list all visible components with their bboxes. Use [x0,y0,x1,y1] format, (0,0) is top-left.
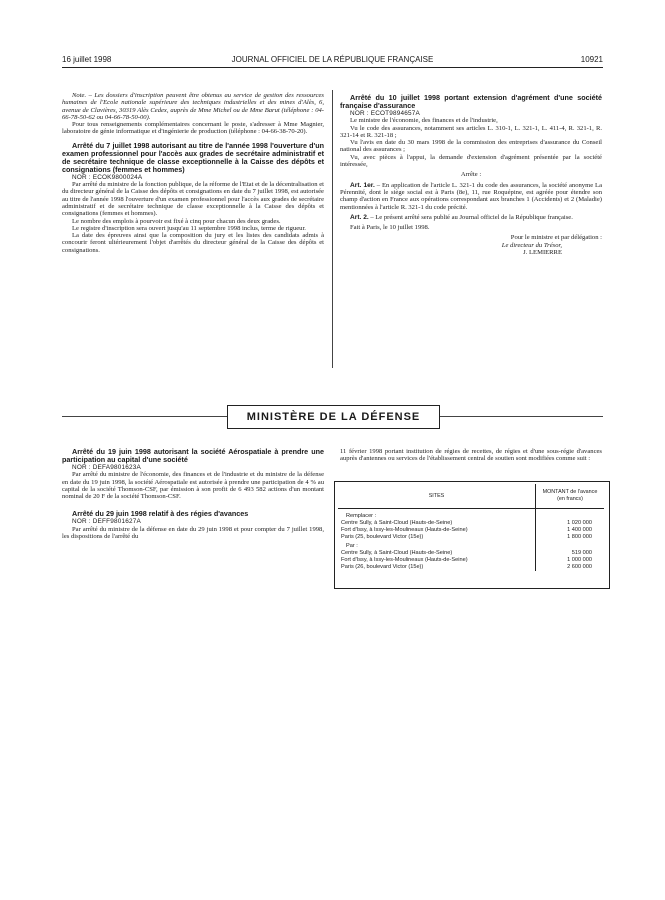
table-row: Centre Sully, à Saint-Cloud (Hauts-de-Seine) 519 000 [338,550,604,557]
table-row: Centre Sully, à Saint-Cloud (Hauts-de-Seine) 1 020 000 [338,520,604,527]
table-header-sites: SITES [338,484,536,509]
ministry-rule-left [62,416,227,417]
body-paragraph: Par arrêté du ministre de la défense en date du 29 juin 1998 et pour compter du 7 juillet 1998, les dispositions de l'arrêté du [62,525,324,541]
arrete-label: Arrête : [460,171,482,179]
article-2-label: Art. 2. [350,213,369,221]
header-rule [62,67,603,68]
header-journal: JOURNAL OFFICIEL DE LA RÉPUBLIQUE FRANÇAISE [231,55,434,64]
body-paragraph: Vu le code des assurances, notamment ses articles L. 310-1, L. 321-1, L. 411-4, R. 321-1, R. 321-14 et R. 321-18 ; [340,124,602,139]
right-bottom-column [340,448,602,463]
table-row: Fort d'Issy, à Issy-les-Moulineaux (Hauts-de-Seine) 1 000 000 [338,557,604,564]
page-header [62,55,603,67]
body-paragraph: Le registre d'inscription sera ouvert jusqu'au 11 septembre 1998 inclus, terme de rigueur. [72,224,306,232]
table-row: Fort d'Issy, à Issy-les-Moulineaux (Hauts-de-Seine) 1 400 000 [338,527,604,534]
nor-reference: NOR : DEFA9801623A [72,464,141,471]
right-top-column [340,94,602,256]
article-2-text: – Le présent arrêté sera publié au Journal officiel de la République française. [368,213,573,221]
body-paragraph: Vu l'avis en date du 30 mars 1998 de la commission des entreprises d'assurance du Conseil national des assurances ; [340,139,602,154]
nor-reference: NOR : ECOT9894657A [350,110,421,117]
table-row: Paris (25, boulevard Victor (15e)) 1 800 000 [338,534,604,541]
body-paragraph: Le ministre de l'économie, des finances et de l'industrie, [350,117,498,125]
arrete-title: Arrêté du 29 juin 1998 relatif à des régies d'avances [72,509,249,519]
ministry-rule-right [440,416,603,417]
column-divider [332,90,333,368]
note-paragraph: Note. – Les dossiers d'inscription peuvent être obtenus au service de gestion des ressources humaines de l'Ecole nationale supérieure des techniques industrielles et des mines d'Alès, 6, avenue de Clavières, 30319 Alès Cedex, auprès de Mme Michel ou de Mme Barut (téléphone : 04-66-78-50-62 ou 04-66-78-50-00). [62,92,324,121]
note-paragraph-2: Pour tous renseignements complémentaires concernant le poste, s'adresser à Mme Magnier, laboratoire de génie informatique et d'ingénierie de production (téléphone : 04-66-38-70-20). [62,121,324,136]
arrete-title: Arrêté du 19 juin 1998 autorisant la société Aérospatiale à prendre une participation au capital d'une société [62,447,324,464]
body-paragraph: 11 février 1998 portant institution de régies de recettes, de régies et d'une sous-régie d'avances auprès d'antennes ou services de l'établissement central de soutien sont modifiées comme suit : [340,448,602,463]
table-header-amount: MONTANT de l'avance (en francs) [536,484,605,509]
nor-reference: NOR : ECOK9800024A [72,173,143,181]
ministry-title: MINISTÈRE DE LA DÉFENSE [227,405,440,429]
header-page-number: 10921 [580,55,603,64]
signature-line-2: Le directeur du Trésor, [501,241,562,249]
sites-table [338,484,604,571]
arrete-title: Arrêté du 7 juillet 1998 autorisant au titre de l'année 1998 l'ouverture d'un examen professionnel pour l'accès aux grades de secrétaire administratif et de secrétaire technique de classe exceptionnelle à la Caisse des dépôts et consignations (femmes et hommes) [62,140,324,174]
table-group-label: Par : [346,543,358,549]
table-row: Paris (26, boulevard Victor (15e)) 2 600 000 [338,564,604,571]
table-group-label: Remplacer : [346,513,377,519]
arrete-title: Arrêté du 10 juillet 1998 portant extension d'agrément d'une société française d'assurance [340,93,602,110]
article-1-text: – En application de l'article L. 321-1 du code des assurances, la société anonyme La Pérennité, dont le siège social est à Paris (8e), 11, rue Roquépine, est agréée pour étendre son champ d'action en France aux opérations correspondant aux branches 1 (Accidents) et 2 (Maladie) mentionnées à l'article R. 321-1 du code précité. [340,181,603,211]
header-date: 16 juillet 1998 [62,55,112,64]
nor-reference: NOR : DEFF9801627A [72,518,141,526]
fait-a-paris: Fait à Paris, le 10 juillet 1998. [350,224,430,232]
signature-line-1: Pour le ministre et par délégation : [510,234,602,242]
body-paragraph: Par arrêté du ministre de la fonction publique, de la réforme de l'Etat et de la décentralisation et du directeur général de la Caisse des dépôts et consignations en date du 7 juillet 1998, est autorisée au titre de l'année 1998 l'ouverture d'un examen professionnel pour l'accès aux grades de secrétaire administratif et de secrétaire technique de classe exceptionnelle à la Caisse des dépôts et consignations (femmes et hommes). [62,181,324,218]
article-1-label: Art. 1er. [350,181,375,189]
body-paragraph: Par arrêté du ministre de l'économie, des finances et de l'industrie et du ministre de la défense en date du 19 juin 1998, la société Aérospatiale est autorisée à prendre une participation de 4 % au capital de la société Thomson-CSF, par émission à son profit de 6 493 582 actions d'un montant nominal de 20 F de la société Thomson-CSF. [62,471,324,501]
signature-name: J. LEMIERRE [523,249,562,257]
body-paragraph: Vu, avec pièces à l'appui, la demande d'extension d'agrément présentée par la société intéressée, [340,153,602,169]
body-paragraph: Le nombre des emplois à pourvoir est fixé à cinq pour chacun des deux grades. [72,217,281,225]
left-top-column [62,92,324,254]
body-paragraph: La date des épreuves ainsi que la composition du jury et les listes des candidats admis à concourir feront ultérieurement l'objet d'arrêtés du directeur général de la Caisse des dépôts et consignations. [62,232,324,254]
left-bottom-column [62,448,324,540]
